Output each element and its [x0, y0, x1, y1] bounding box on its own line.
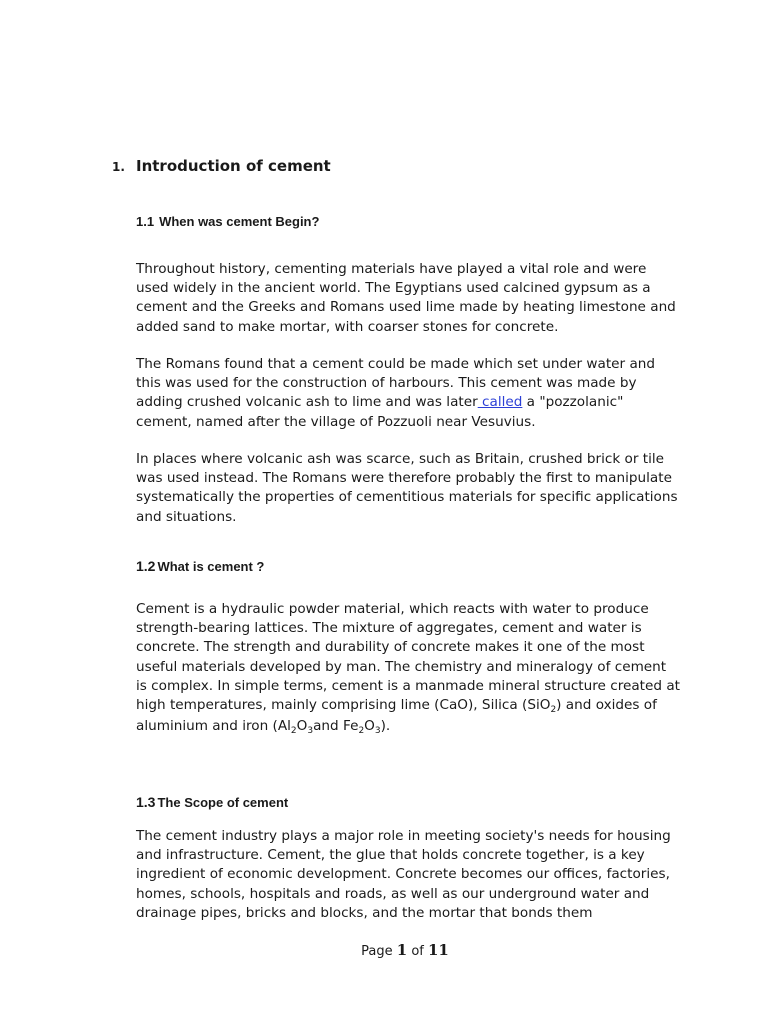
- paragraph-text: O: [364, 718, 375, 735]
- section-heading-1-1: [136, 214, 319, 229]
- paragraph-text: and Fe: [313, 718, 359, 735]
- paragraph-history: Throughout history, cementing materials have played a vital role and were used widely in the ancient world. The Egyptians used calcined gypsum as a cement and the Greeks and Romans used lime made by heating limestone and added sand to make mortar, with coarser stones for concrete.: [136, 261, 676, 335]
- chapter-heading: [112, 157, 331, 175]
- section-title: When was cement Begin?: [159, 214, 320, 229]
- paragraph-text: O: [296, 718, 308, 735]
- paragraph-text: The Romans found that a cement could be made which set under water and this was used for the construction of harbours. This cement was made by adding crushed volcanic ash to lime and was later: [136, 356, 656, 411]
- section-number: 1.2: [136, 558, 156, 574]
- subscript: 3: [307, 726, 314, 737]
- section-number: 1.3: [136, 794, 156, 810]
- subscript: 2: [550, 705, 557, 716]
- paragraph-scope: The cement industry plays a major role in meeting society's needs for housing and infrastructure. Cement, the glue that holds concrete together, is a key ingredient of economic development. Concrete becomes our offices, factories, homes, schools, hospitals and roads, as well as our underground water and drainage pipes, bricks and blocks, and the mortar that bonds them: [136, 828, 671, 921]
- paragraph-romans: [136, 355, 681, 432]
- paragraph-britain: In places where volcanic ash was scarce, such as Britain, crushed brick or tile was used instead. The Romans were therefore probably the first to manipulate systematically the properties of cementitious materials for specific applications and situations.: [136, 451, 678, 525]
- paragraph-text: a "pozzolanic" cement, named after the village of Pozzuoli near Vesuvius.: [136, 394, 624, 430]
- page-label: Page: [361, 944, 393, 959]
- total-pages-number: 11: [428, 941, 449, 959]
- chapter-title: Introduction of cement: [136, 157, 331, 175]
- section-heading-1-2: [136, 558, 264, 574]
- subscript: 2: [290, 726, 297, 737]
- paragraph-text: ).: [380, 718, 391, 735]
- section-title: What is cement ?: [157, 559, 265, 574]
- called-link[interactable]: called: [477, 394, 523, 411]
- subscript: 2: [358, 726, 365, 737]
- of-label: of: [411, 944, 424, 959]
- page-footer: [0, 941, 768, 959]
- section-number: 1.1: [136, 214, 155, 229]
- section-title: The Scope of cement: [157, 795, 289, 810]
- paragraph-text: Cement is a hydraulic powder material, which reacts with water to produce strength-bearing lattices. The mixture of aggregates, cement and water is concrete. The strength and durability of concrete makes it one of the most useful materials developed by man. The chemistry and mineralogy of cement is complex. In simple terms, cement is a manmade mineral structure created at high temperatures, mainly comprising lime (CaO), Silica (SiO: [136, 601, 680, 714]
- section-heading-1-3: [136, 794, 288, 810]
- current-page-number: 1: [396, 941, 408, 959]
- paragraph-what-is-cement: [136, 600, 681, 738]
- chapter-number: 1.: [112, 160, 125, 174]
- subscript: 3: [374, 726, 381, 737]
- paragraph-text: ) and oxides of aluminium and iron (Al: [136, 697, 657, 735]
